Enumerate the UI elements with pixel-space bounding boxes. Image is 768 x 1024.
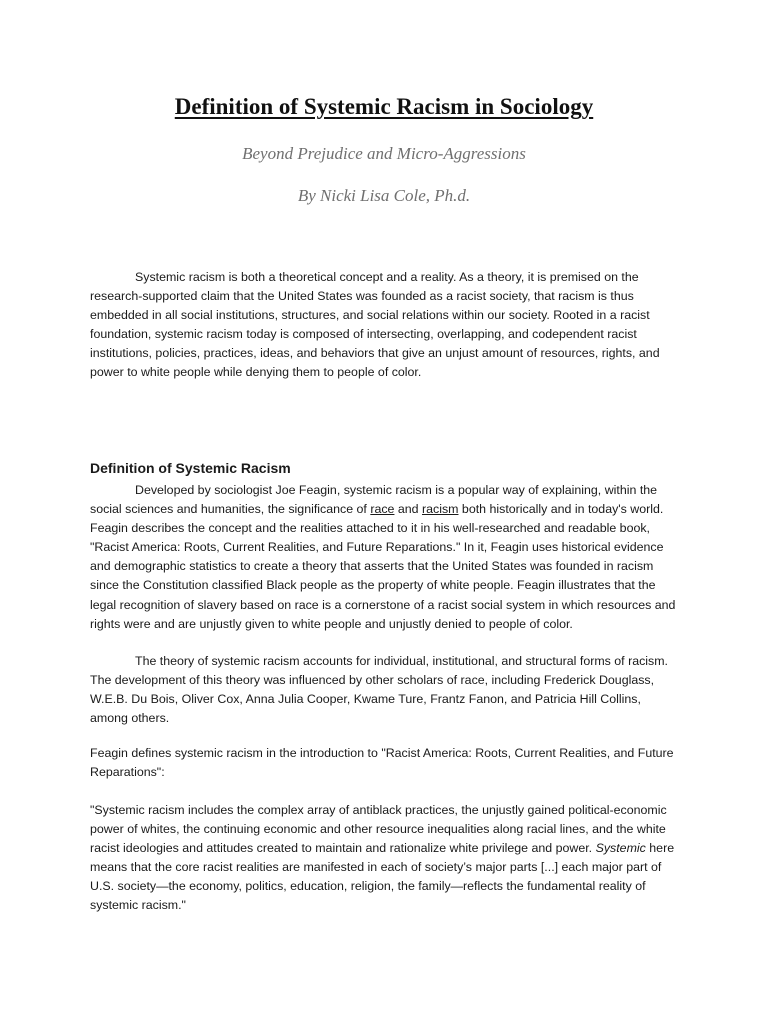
section-heading: Definition of Systemic Racism [90, 460, 291, 476]
document-subtitle: Beyond Prejudice and Micro-Aggressions [242, 144, 526, 163]
racism-link[interactable]: racism [422, 502, 459, 517]
intro-paragraph: Systemic racism is both a theoretical concept and a reality. As a theory, it is premised on the research-supported claim that the United States was founded as a racist society, that racism is thus embedded in all social institutions, structures, and social relations within our society. Rooted in a racist foundation, systemic racism today is composed of intersecting, overlapping, and codependent racist institutions, policies, practices, ideas, and behaviors that give an unjust amount of resources, rights, and power to white people while denying them to people of color. [90, 270, 660, 380]
paragraph-text: Developed by sociologist Joe Feagin, systemic racism is a popular way of explaining, within the social sciences and humanities, the significance of [90, 483, 658, 517]
quote-text: here means that the core racist realities are manifested in each of society’s major parts [...] each major part of U.S. society—the economy, politics, education, religion, the family—reflects the fundamental reality of systemic racism." [90, 841, 675, 913]
document-title: Definition of Systemic Racism in Sociology [174, 94, 594, 119]
definition-paragraph-1 [90, 481, 680, 634]
paragraph-text: both historically and in today's world. Feagin describes the concept and the realities attached to it in his well-researched and readable book, "Racist America: Roots, Current Realities, and Future Reparations." In it, Feagin uses historical evidence and demographic statistics to create a theory that asserts that the United States was founded in racism since the Constitution classified Black people as the property of white people. Feagin illustrates that the legal recognition of slavery based on race is a cornerstone of a racist social system in which resources and rights were and are unjustly given to white people and unjustly denied to people of color. [90, 502, 676, 631]
paragraph-text: and [394, 502, 422, 517]
race-link[interactable]: race [370, 502, 395, 517]
quote-text: "Systemic racism includes the complex array of antiblack practices, the unjustly gained political-economic power of whites, the continuing economic and other resource inequalities along racial lines, and the white racist ideologies and attitudes created to maintain and rationalize white privilege and power. [90, 803, 667, 856]
definition-paragraph-2: The theory of systemic racism accounts for individual, institutional, and structural forms of racism. The development of this theory was influenced by other scholars of race, including Frederick Douglass, W.E.B. Du Bois, Oliver Cox, Anna Julia Cooper, Kwame Ture, Frantz Fanon, and Patricia Hill Collins, among others. [90, 654, 668, 726]
author-byline: By Nicki Lisa Cole, Ph.d. [297, 186, 471, 205]
quote-paragraph [90, 801, 680, 916]
definition-paragraph-3: Feagin defines systemic racism in the introduction to "Racist America: Roots, Current Realities, and Future Reparations": [90, 746, 674, 780]
quote-italic-word: Systemic [595, 841, 646, 856]
